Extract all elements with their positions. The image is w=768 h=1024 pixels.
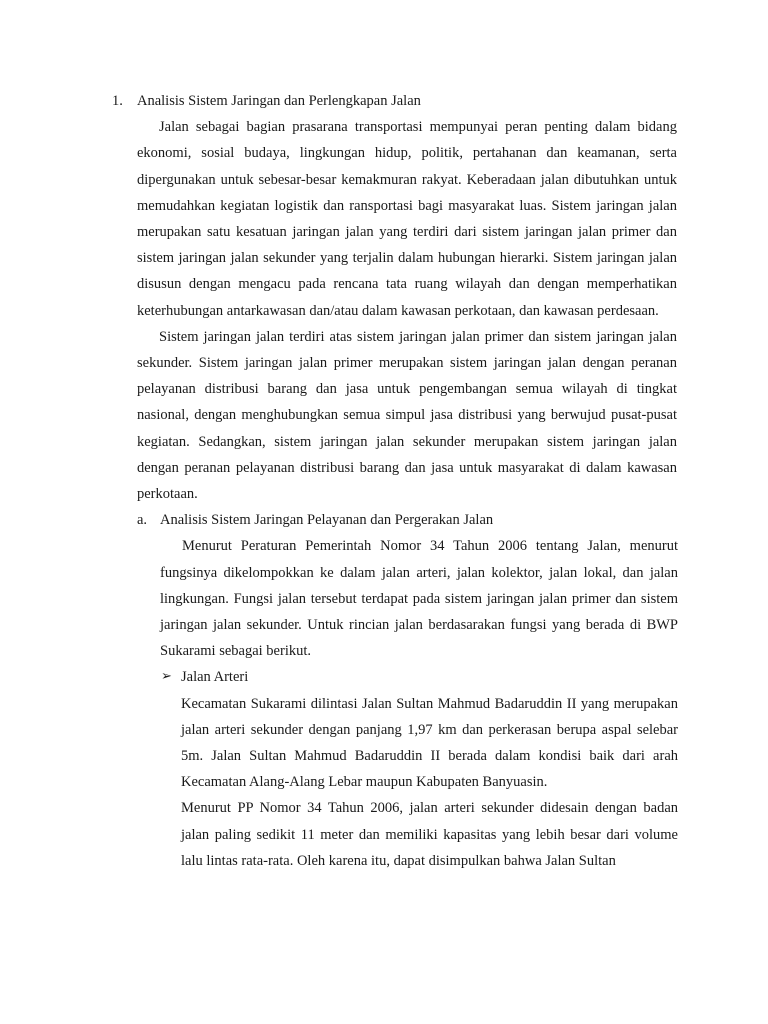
section-paragraph-2: Sistem jaringan jalan terdiri atas sistem jaringan jalan primer dan sistem jaringan jalan sekunder. Sistem jaringan jalan primer merupakan sistem jaringan jalan dengan peranan pelayanan distribusi barang dan jasa untuk pengembangan semua wilayah di tingkat nasional, dengan menghubungkan semua simpul jasa distribusi yang berwujud pusat-pusat kegiatan. Sedangkan, sistem jaringan jalan sekunder merupakan sistem jaringan jalan dengan peranan pelayanan distribusi barang dan jasa untuk masyarakat di dalam kawasan perkotaan. xyxy=(137,328,677,503)
arrowhead-bullet-icon: ➢ xyxy=(161,669,172,685)
bullet-item-title: Jalan Arteri xyxy=(181,669,249,686)
bullet-paragraph-1: Kecamatan Sukarami dilintasi Jalan Sultan Mahmud Badaruddin II yang merupakan jalan arteri sekunder dengan panjang 1,97 km dan perkerasan berupa aspal selebar 5m. Jalan Sultan Mahmud Badaruddin II berada dalam kondisi baik dari arah Kecamatan Alang-Alang Lebar maupun Kabupaten Banyuasin. xyxy=(181,695,678,791)
section-title: Analisis Sistem Jaringan dan Perlengkapan Jalan xyxy=(137,93,421,109)
subsection-title: Analisis Sistem Jaringan Pelayanan dan Pergerakan Jalan xyxy=(160,512,494,529)
section-heading xyxy=(0,88,768,114)
bullet-paragraph-2: Menurut PP Nomor 34 Tahun 2006, jalan arteri sekunder didesain dengan badan jalan paling sedikit 11 meter dan memiliki kapasitas yang lebih besar dari volume lalu lintas rata-rata. Oleh karena itu, dapat disimpulkan bahwa Jalan Sultan xyxy=(181,800,678,869)
bullet-item-heading xyxy=(0,664,768,690)
subsection-paragraph: Menurut Peraturan Pemerintah Nomor 34 Tahun 2006 tentang Jalan, menurut fungsinya dikelompokkan ke dalam jalan arteri, jalan kolektor, jalan lokal, dan jalan lingkungan. Fungsi jalan tersebut terdapat pada sistem jaringan jalan primer dan sistem jaringan jalan sekunder. Untuk rincian jalan berdasarakan fungsi yang berada di BWP Sukarami sebagai berikut. xyxy=(160,538,678,660)
subsection-letter: a. xyxy=(137,512,148,529)
section-number: 1. xyxy=(112,93,123,109)
document-page xyxy=(0,88,768,874)
section-paragraph-1: Jalan sebagai bagian prasarana transportasi mempunyai peran penting dalam bidang ekonomi, sosial budaya, lingkungan hidup, politik, pertahanan dan keamanan, serta dipergunakan untuk sebesar-besar kemakmuran rakyat. Keberadaan jalan dibutuhkan untuk memudahkan kegiatan logistik dan ransportasi bagi masyarakat luas. Sistem jaringan jalan merupakan satu kesatuan jaringan jalan yang terdiri dari sistem jaringan jalan primer dan sistem jaringan jalan sekunder yang terjalin dalam hubungan hierarki. Sistem jaringan jalan disusun dengan mengacu pada rencana tata ruang wilayah dan dengan memperhatikan keterhubungan antarkawasan dan/atau dalam kawasan perkotaan, dan kawasan perdesaan. xyxy=(137,119,677,319)
subsection-heading xyxy=(0,507,768,533)
